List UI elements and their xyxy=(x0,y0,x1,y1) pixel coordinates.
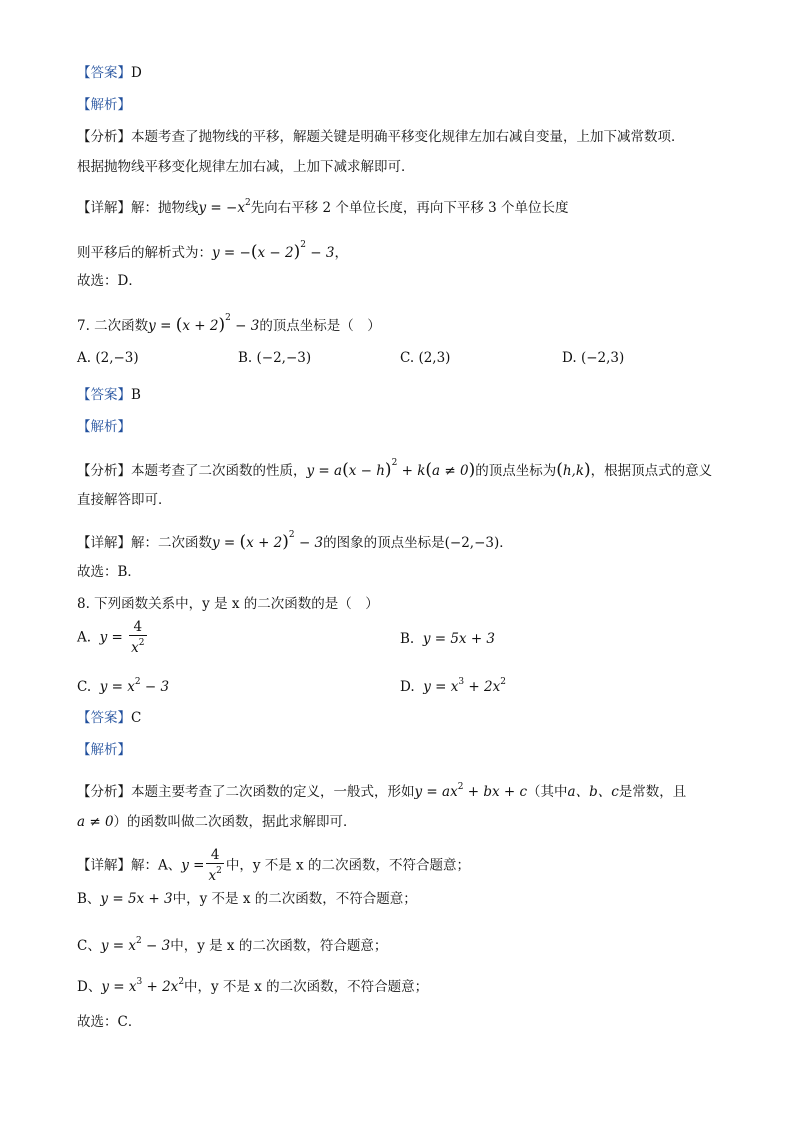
fenxi-text: 本题考查了抛物线的平移，解题关键是明确平移变化规律左加右减自变量，上加下减常数项． xyxy=(131,129,685,145)
q6-jiexi xyxy=(77,96,131,114)
q8-jiexi xyxy=(77,741,131,759)
xiangjie-text: 先向右平移 2 个单位长度，再向下平移 3 个单位长度 xyxy=(250,200,569,216)
xiangjie-text: ． xyxy=(499,535,513,551)
option-value: (−2,3) xyxy=(580,350,625,366)
option-label: B. xyxy=(238,350,253,366)
xiangjie-text: 的图象的顶点坐标是 xyxy=(323,535,445,551)
option-label: D. xyxy=(562,350,577,366)
q8-option-c xyxy=(77,673,169,696)
option-value: (2,3) xyxy=(418,350,451,366)
formula: $y = ax^2$ + bx + c xyxy=(414,782,528,800)
formula: $y = -(x - 2)^2 - 3$ xyxy=(212,240,335,262)
answer-value: D xyxy=(131,65,142,81)
q7-option-a xyxy=(77,349,139,367)
guxuan-text: 故选：C． xyxy=(77,1014,142,1030)
guxuan-text: 故选：D． xyxy=(77,273,142,289)
xiangjie-text: C、 xyxy=(77,938,101,954)
option-label: A. xyxy=(77,350,92,366)
formula: $y = x^3 + 2x^2$ xyxy=(423,677,506,695)
xiangjie-tag: 【详解】 xyxy=(77,857,131,874)
xiangjie-text: 中，y 不是 x 的二次函数，不符合题意； xyxy=(172,891,417,907)
q8-guxuan xyxy=(77,1013,141,1031)
q6-result xyxy=(77,236,348,262)
stem-text: 8. 下列函数关系中，y 是 x 的二次函数的是（ ） xyxy=(77,596,379,612)
q7-answer xyxy=(77,386,141,404)
q8-xiangjie-a xyxy=(77,848,470,884)
formula: a ≠ 0 xyxy=(77,814,114,830)
fenxi-text: 是常数，且 xyxy=(618,784,687,800)
q7-fenxi-2 xyxy=(77,491,172,509)
option-value: (2,−3) xyxy=(95,350,139,366)
fraction: $\frac{4}{x^2}$ xyxy=(131,619,145,656)
formula: $y = (x + 2)^2 - 3$ xyxy=(148,313,260,335)
xiangjie-text: 解：二次函数 xyxy=(131,535,212,551)
q7-option-b xyxy=(238,349,311,367)
fenxi-text: 直接解答即可． xyxy=(77,492,172,508)
q8-xiangjie-b xyxy=(77,890,417,908)
formula: $y = -x^2$ xyxy=(198,198,251,216)
fraction: $\frac{4}{x^2}$ xyxy=(208,847,222,884)
q7-fenxi xyxy=(77,454,712,480)
q6-xiangjie xyxy=(77,194,569,217)
formula: y = 5x + 3 xyxy=(422,631,496,647)
q8-answer xyxy=(77,709,141,727)
fenxi-text: 的顶点坐标为 xyxy=(475,463,557,479)
q8-option-d xyxy=(400,673,506,696)
answer-tag: 【答案】 xyxy=(77,387,131,403)
result-text: 则平移后的解析式为： xyxy=(77,245,212,261)
result-text: ， xyxy=(334,245,348,261)
fenxi-text: 本题考查了二次函数的性质， xyxy=(131,463,307,479)
answer-tag: 【答案】 xyxy=(77,65,131,81)
option-label: D. xyxy=(400,679,415,695)
q7-option-c xyxy=(400,349,450,367)
jiexi-tag: 【解析】 xyxy=(77,97,131,113)
fenxi-tag: 【分析】 xyxy=(77,463,131,479)
stem-text: 的顶点坐标是（ ） xyxy=(259,318,381,334)
q8-option-b xyxy=(400,630,495,648)
formula: $y = a(x - h)^2 + k(a \ne 0)$ xyxy=(306,458,476,480)
formula: y = xyxy=(181,857,205,874)
q8-xiangjie-d xyxy=(77,973,428,996)
fenxi-text: 本题主要考查了二次函数的定义，一般式，形如 xyxy=(131,784,415,800)
formula: $y = x^2 - 3$ xyxy=(100,936,171,954)
q8-stem xyxy=(77,595,379,613)
formula: $y = x^2 - 3$ xyxy=(99,677,170,695)
fenxi-text: 根据抛物线平移变化规律左加右减，上加下减求解即可． xyxy=(77,159,415,175)
stem-text: 7. 二次函数 xyxy=(77,318,149,334)
fenxi-text: （其中 xyxy=(527,784,568,800)
guxuan-text: 故选：B． xyxy=(77,564,141,580)
fenxi-tag: 【分析】 xyxy=(77,784,131,800)
fenxi-tag: 【分析】 xyxy=(77,129,131,145)
q6-answer xyxy=(77,64,142,82)
option-label: C. xyxy=(77,679,92,695)
q7-jiexi xyxy=(77,418,131,436)
q8-fenxi-2 xyxy=(77,813,357,831)
q6-fenxi-2 xyxy=(77,158,415,176)
option-label: B. xyxy=(400,631,415,647)
q8-xiangjie-c xyxy=(77,932,387,955)
formula: (h,k) xyxy=(556,460,591,480)
formula: y = 5x + 3 xyxy=(100,891,173,907)
option-label: C. xyxy=(400,350,415,366)
formula: y = xyxy=(99,629,123,646)
option-value: (−2,−3) xyxy=(256,350,312,366)
q6-fenxi xyxy=(77,128,685,146)
fenxi-text: ）的函数叫做二次函数，据此求解即可． xyxy=(113,814,357,830)
answer-value: B xyxy=(131,387,141,403)
formula: $y = x^3 + 2x^2$ xyxy=(101,977,185,995)
jiexi-tag: 【解析】 xyxy=(77,742,131,758)
option-label: A. xyxy=(77,629,92,646)
q6-guxuan xyxy=(77,272,142,290)
xiangjie-text: 中，y 不是 x 的二次函数，不符合题意； xyxy=(184,979,429,995)
xiangjie-text: 中，y 不是 x 的二次函数，不符合题意； xyxy=(225,857,470,874)
q7-guxuan xyxy=(77,563,141,581)
xiangjie-text: 中，y 是 x 的二次函数，符合题意； xyxy=(170,938,388,954)
q7-option-d xyxy=(562,349,624,367)
fenxi-text: ，根据顶点式的意义 xyxy=(590,463,713,479)
q8-fenxi xyxy=(77,778,686,801)
xiangjie-tag: 【详解】 xyxy=(77,200,131,216)
formula: a、b、c xyxy=(567,784,619,800)
answer-tag: 【答案】 xyxy=(77,710,131,726)
jiexi-tag: 【解析】 xyxy=(77,419,131,435)
xiangjie-text: D、 xyxy=(77,979,102,995)
q7-xiangjie xyxy=(77,526,513,552)
xiangjie-text: B、 xyxy=(77,891,101,907)
answer-value: C xyxy=(131,710,142,726)
q7-stem xyxy=(77,309,381,335)
q8-option-a xyxy=(77,620,149,656)
formula: $y = (x + 2)^2 - 3$ xyxy=(212,530,324,552)
xiangjie-value: (−2,−3) xyxy=(444,535,500,551)
xiangjie-text: 解：A、 xyxy=(131,857,182,874)
xiangjie-tag: 【详解】 xyxy=(77,535,131,551)
xiangjie-text: 解：抛物线 xyxy=(131,200,199,216)
